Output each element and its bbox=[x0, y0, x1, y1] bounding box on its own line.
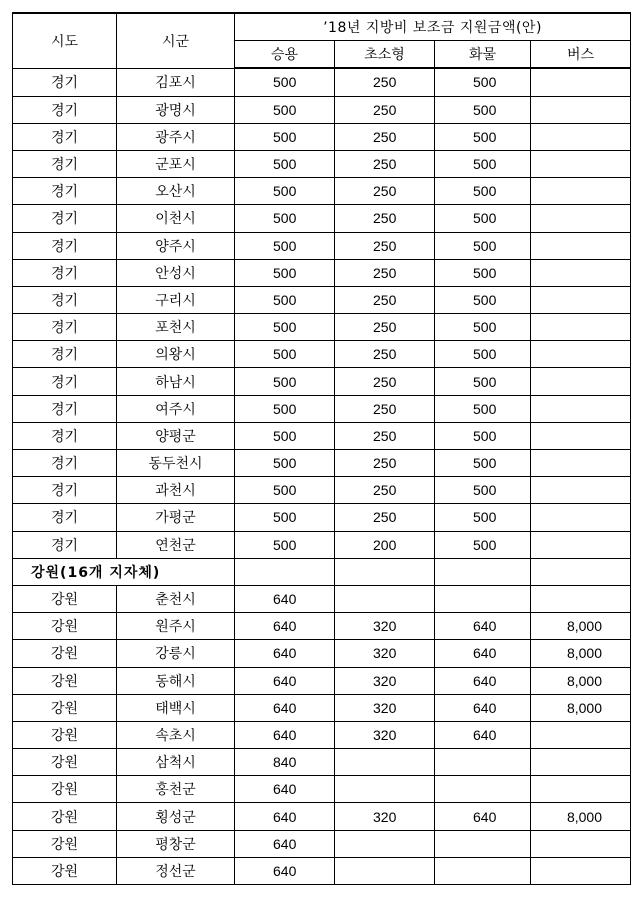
cell-passenger: 500 bbox=[235, 205, 335, 232]
cell-passenger: 500 bbox=[235, 286, 335, 313]
subsidy-table bbox=[12, 12, 631, 885]
cell-sigun: 김포시 bbox=[117, 68, 235, 96]
cell-sigun: 광주시 bbox=[117, 123, 235, 150]
table-row bbox=[13, 205, 631, 232]
cell-passenger: 500 bbox=[235, 477, 335, 504]
cell-sido: 경기 bbox=[13, 477, 117, 504]
cell-truck: 500 bbox=[435, 68, 531, 96]
cell-micro: 250 bbox=[335, 314, 435, 341]
table-row bbox=[13, 749, 631, 776]
header-col-micro: 초소형 bbox=[335, 41, 435, 69]
cell-truck: 500 bbox=[435, 205, 531, 232]
table-row bbox=[13, 694, 631, 721]
cell-passenger: 640 bbox=[235, 857, 335, 884]
header-col-truck: 화물 bbox=[435, 41, 531, 69]
cell-bus bbox=[531, 96, 631, 123]
cell-sido: 강원 bbox=[13, 803, 117, 830]
cell-micro: 250 bbox=[335, 150, 435, 177]
cell-sigun: 태백시 bbox=[117, 694, 235, 721]
cell-truck: 500 bbox=[435, 259, 531, 286]
cell-sigun: 횡성군 bbox=[117, 803, 235, 830]
cell-passenger: 500 bbox=[235, 150, 335, 177]
table-row bbox=[13, 857, 631, 884]
cell-sigun: 춘천시 bbox=[117, 585, 235, 612]
cell-sido: 경기 bbox=[13, 123, 117, 150]
cell-micro: 250 bbox=[335, 477, 435, 504]
cell-truck: 640 bbox=[435, 640, 531, 667]
cell-sigun: 속초시 bbox=[117, 721, 235, 748]
header-subsidy-title: ’18년 지방비 보조금 지원금액(안) bbox=[235, 13, 631, 41]
cell-micro bbox=[335, 585, 435, 612]
cell-passenger: 500 bbox=[235, 68, 335, 96]
cell-sido: 경기 bbox=[13, 341, 117, 368]
cell-truck: 640 bbox=[435, 803, 531, 830]
table-row bbox=[13, 504, 631, 531]
cell-micro: 250 bbox=[335, 504, 435, 531]
cell-bus bbox=[531, 749, 631, 776]
cell-passenger: 640 bbox=[235, 830, 335, 857]
cell-truck bbox=[435, 857, 531, 884]
cell-sigun: 오산시 bbox=[117, 178, 235, 205]
cell-bus bbox=[531, 150, 631, 177]
cell-sigun: 과천시 bbox=[117, 477, 235, 504]
cell-bus bbox=[531, 422, 631, 449]
cell-bus bbox=[531, 585, 631, 612]
cell-passenger: 640 bbox=[235, 613, 335, 640]
cell-truck: 640 bbox=[435, 613, 531, 640]
cell-sido: 강원 bbox=[13, 776, 117, 803]
cell-micro: 250 bbox=[335, 123, 435, 150]
table-row bbox=[13, 585, 631, 612]
cell-bus bbox=[531, 232, 631, 259]
cell-bus bbox=[531, 776, 631, 803]
cell-truck bbox=[435, 749, 531, 776]
cell-micro: 250 bbox=[335, 178, 435, 205]
cell-bus bbox=[531, 205, 631, 232]
gyeonggi-rows bbox=[13, 68, 631, 558]
cell-sigun: 구리시 bbox=[117, 286, 235, 313]
cell-truck: 640 bbox=[435, 667, 531, 694]
table-row bbox=[13, 341, 631, 368]
cell-sigun: 군포시 bbox=[117, 150, 235, 177]
cell-sido: 경기 bbox=[13, 504, 117, 531]
cell-truck: 500 bbox=[435, 422, 531, 449]
cell-micro: 320 bbox=[335, 803, 435, 830]
cell-truck: 500 bbox=[435, 341, 531, 368]
cell-sido: 경기 bbox=[13, 205, 117, 232]
cell-bus bbox=[531, 721, 631, 748]
cell-bus: 8,000 bbox=[531, 613, 631, 640]
section-row-gangwon bbox=[13, 558, 631, 585]
cell-micro: 200 bbox=[335, 531, 435, 558]
cell-micro: 250 bbox=[335, 450, 435, 477]
cell-passenger: 640 bbox=[235, 694, 335, 721]
cell-micro: 250 bbox=[335, 96, 435, 123]
cell-sigun: 양주시 bbox=[117, 232, 235, 259]
cell-bus bbox=[531, 259, 631, 286]
subsidy-table-sheet bbox=[12, 12, 630, 885]
cell-sido: 경기 bbox=[13, 150, 117, 177]
cell-micro: 250 bbox=[335, 232, 435, 259]
cell-sigun: 광명시 bbox=[117, 96, 235, 123]
cell-truck: 500 bbox=[435, 531, 531, 558]
table-row bbox=[13, 450, 631, 477]
cell-passenger: 500 bbox=[235, 422, 335, 449]
table-row bbox=[13, 314, 631, 341]
cell-sigun: 삼척시 bbox=[117, 749, 235, 776]
cell-sigun: 양평군 bbox=[117, 422, 235, 449]
cell-bus bbox=[531, 368, 631, 395]
header-col-passenger: 승용 bbox=[235, 41, 335, 69]
table-row bbox=[13, 721, 631, 748]
cell-truck bbox=[435, 585, 531, 612]
table-row bbox=[13, 150, 631, 177]
cell-passenger: 500 bbox=[235, 395, 335, 422]
cell-sido: 강원 bbox=[13, 749, 117, 776]
table-row bbox=[13, 667, 631, 694]
cell-sigun: 동해시 bbox=[117, 667, 235, 694]
cell-passenger: 640 bbox=[235, 585, 335, 612]
table-row bbox=[13, 803, 631, 830]
cell-bus bbox=[531, 68, 631, 96]
cell-micro: 320 bbox=[335, 667, 435, 694]
cell-sigun: 정선군 bbox=[117, 857, 235, 884]
cell-micro: 250 bbox=[335, 68, 435, 96]
cell-passenger: 640 bbox=[235, 721, 335, 748]
cell-truck: 500 bbox=[435, 450, 531, 477]
cell-bus: 8,000 bbox=[531, 640, 631, 667]
cell-bus bbox=[531, 123, 631, 150]
cell-sigun: 가평군 bbox=[117, 504, 235, 531]
header-row-1 bbox=[13, 13, 631, 41]
cell-truck: 640 bbox=[435, 721, 531, 748]
cell-truck: 500 bbox=[435, 286, 531, 313]
cell-sigun: 하남시 bbox=[117, 368, 235, 395]
cell-sido: 강원 bbox=[13, 830, 117, 857]
cell-micro: 320 bbox=[335, 694, 435, 721]
cell-micro: 320 bbox=[335, 613, 435, 640]
cell-sigun: 홍천군 bbox=[117, 776, 235, 803]
cell-sido: 경기 bbox=[13, 68, 117, 96]
cell-bus bbox=[531, 314, 631, 341]
cell-passenger: 500 bbox=[235, 314, 335, 341]
cell-truck: 500 bbox=[435, 314, 531, 341]
cell-sido: 강원 bbox=[13, 857, 117, 884]
table-header bbox=[13, 13, 631, 68]
cell-bus bbox=[531, 450, 631, 477]
cell-truck: 500 bbox=[435, 150, 531, 177]
cell-passenger: 640 bbox=[235, 640, 335, 667]
cell-micro: 250 bbox=[335, 259, 435, 286]
cell-passenger: 500 bbox=[235, 504, 335, 531]
table-row bbox=[13, 178, 631, 205]
cell-micro: 250 bbox=[335, 395, 435, 422]
cell-truck: 500 bbox=[435, 232, 531, 259]
table-row bbox=[13, 477, 631, 504]
cell-passenger: 500 bbox=[235, 178, 335, 205]
cell-micro: 250 bbox=[335, 286, 435, 313]
cell-truck bbox=[435, 776, 531, 803]
cell-sigun: 이천시 bbox=[117, 205, 235, 232]
table-row bbox=[13, 531, 631, 558]
cell-sido: 경기 bbox=[13, 422, 117, 449]
gangwon-section bbox=[13, 558, 631, 585]
cell-bus bbox=[531, 504, 631, 531]
cell-bus bbox=[531, 178, 631, 205]
cell-bus bbox=[531, 857, 631, 884]
cell-passenger: 500 bbox=[235, 123, 335, 150]
cell-truck: 500 bbox=[435, 504, 531, 531]
cell-bus bbox=[531, 341, 631, 368]
cell-sido: 강원 bbox=[13, 721, 117, 748]
table-row bbox=[13, 123, 631, 150]
cell-micro bbox=[335, 776, 435, 803]
table-row bbox=[13, 68, 631, 96]
cell-sigun: 평창군 bbox=[117, 830, 235, 857]
cell-bus bbox=[531, 286, 631, 313]
cell-passenger: 500 bbox=[235, 341, 335, 368]
cell-micro: 250 bbox=[335, 368, 435, 395]
cell-sido: 경기 bbox=[13, 232, 117, 259]
cell-sido: 경기 bbox=[13, 96, 117, 123]
section-empty-cell bbox=[435, 558, 531, 585]
cell-micro: 250 bbox=[335, 205, 435, 232]
cell-sido: 강원 bbox=[13, 613, 117, 640]
cell-sido: 경기 bbox=[13, 395, 117, 422]
cell-sido: 경기 bbox=[13, 314, 117, 341]
cell-passenger: 640 bbox=[235, 803, 335, 830]
cell-truck: 500 bbox=[435, 395, 531, 422]
cell-sigun: 여주시 bbox=[117, 395, 235, 422]
cell-bus bbox=[531, 477, 631, 504]
cell-truck: 500 bbox=[435, 178, 531, 205]
cell-passenger: 500 bbox=[235, 96, 335, 123]
cell-passenger: 840 bbox=[235, 749, 335, 776]
cell-sido: 경기 bbox=[13, 286, 117, 313]
cell-bus bbox=[531, 830, 631, 857]
cell-sigun: 동두천시 bbox=[117, 450, 235, 477]
table-row bbox=[13, 368, 631, 395]
cell-sido: 경기 bbox=[13, 178, 117, 205]
cell-sido: 경기 bbox=[13, 259, 117, 286]
table-row bbox=[13, 395, 631, 422]
cell-truck: 500 bbox=[435, 123, 531, 150]
cell-sigun: 안성시 bbox=[117, 259, 235, 286]
table-row bbox=[13, 640, 631, 667]
cell-passenger: 500 bbox=[235, 259, 335, 286]
cell-passenger: 640 bbox=[235, 667, 335, 694]
table-row bbox=[13, 613, 631, 640]
cell-sigun: 포천시 bbox=[117, 314, 235, 341]
cell-truck: 500 bbox=[435, 96, 531, 123]
cell-passenger: 500 bbox=[235, 232, 335, 259]
table-row bbox=[13, 422, 631, 449]
cell-bus bbox=[531, 531, 631, 558]
cell-sido: 강원 bbox=[13, 667, 117, 694]
cell-passenger: 500 bbox=[235, 531, 335, 558]
table-row bbox=[13, 96, 631, 123]
section-empty-cell bbox=[531, 558, 631, 585]
cell-bus bbox=[531, 395, 631, 422]
cell-micro bbox=[335, 749, 435, 776]
table-row bbox=[13, 259, 631, 286]
cell-micro bbox=[335, 830, 435, 857]
cell-passenger: 500 bbox=[235, 450, 335, 477]
cell-sido: 강원 bbox=[13, 640, 117, 667]
cell-truck: 500 bbox=[435, 368, 531, 395]
cell-sido: 경기 bbox=[13, 531, 117, 558]
cell-passenger: 500 bbox=[235, 368, 335, 395]
cell-bus: 8,000 bbox=[531, 803, 631, 830]
cell-sigun: 강릉시 bbox=[117, 640, 235, 667]
cell-truck: 640 bbox=[435, 694, 531, 721]
cell-passenger: 640 bbox=[235, 776, 335, 803]
cell-sido: 강원 bbox=[13, 694, 117, 721]
table-row bbox=[13, 830, 631, 857]
cell-truck bbox=[435, 830, 531, 857]
section-title-gangwon: 강원(16개 지자체) bbox=[13, 558, 235, 585]
cell-micro: 250 bbox=[335, 341, 435, 368]
cell-bus: 8,000 bbox=[531, 694, 631, 721]
cell-sigun: 원주시 bbox=[117, 613, 235, 640]
cell-micro bbox=[335, 857, 435, 884]
header-sigun: 시군 bbox=[117, 13, 235, 68]
cell-sigun: 의왕시 bbox=[117, 341, 235, 368]
cell-micro: 320 bbox=[335, 640, 435, 667]
header-sido: 시도 bbox=[13, 13, 117, 68]
cell-sigun: 연천군 bbox=[117, 531, 235, 558]
header-col-bus: 버스 bbox=[531, 41, 631, 69]
cell-micro: 250 bbox=[335, 422, 435, 449]
table-row bbox=[13, 232, 631, 259]
cell-bus: 8,000 bbox=[531, 667, 631, 694]
cell-sido: 경기 bbox=[13, 450, 117, 477]
cell-sido: 경기 bbox=[13, 368, 117, 395]
gangwon-rows bbox=[13, 585, 631, 884]
section-empty-cell bbox=[235, 558, 335, 585]
table-row bbox=[13, 776, 631, 803]
cell-sido: 강원 bbox=[13, 585, 117, 612]
cell-truck: 500 bbox=[435, 477, 531, 504]
section-empty-cell bbox=[335, 558, 435, 585]
cell-micro: 320 bbox=[335, 721, 435, 748]
table-row bbox=[13, 286, 631, 313]
